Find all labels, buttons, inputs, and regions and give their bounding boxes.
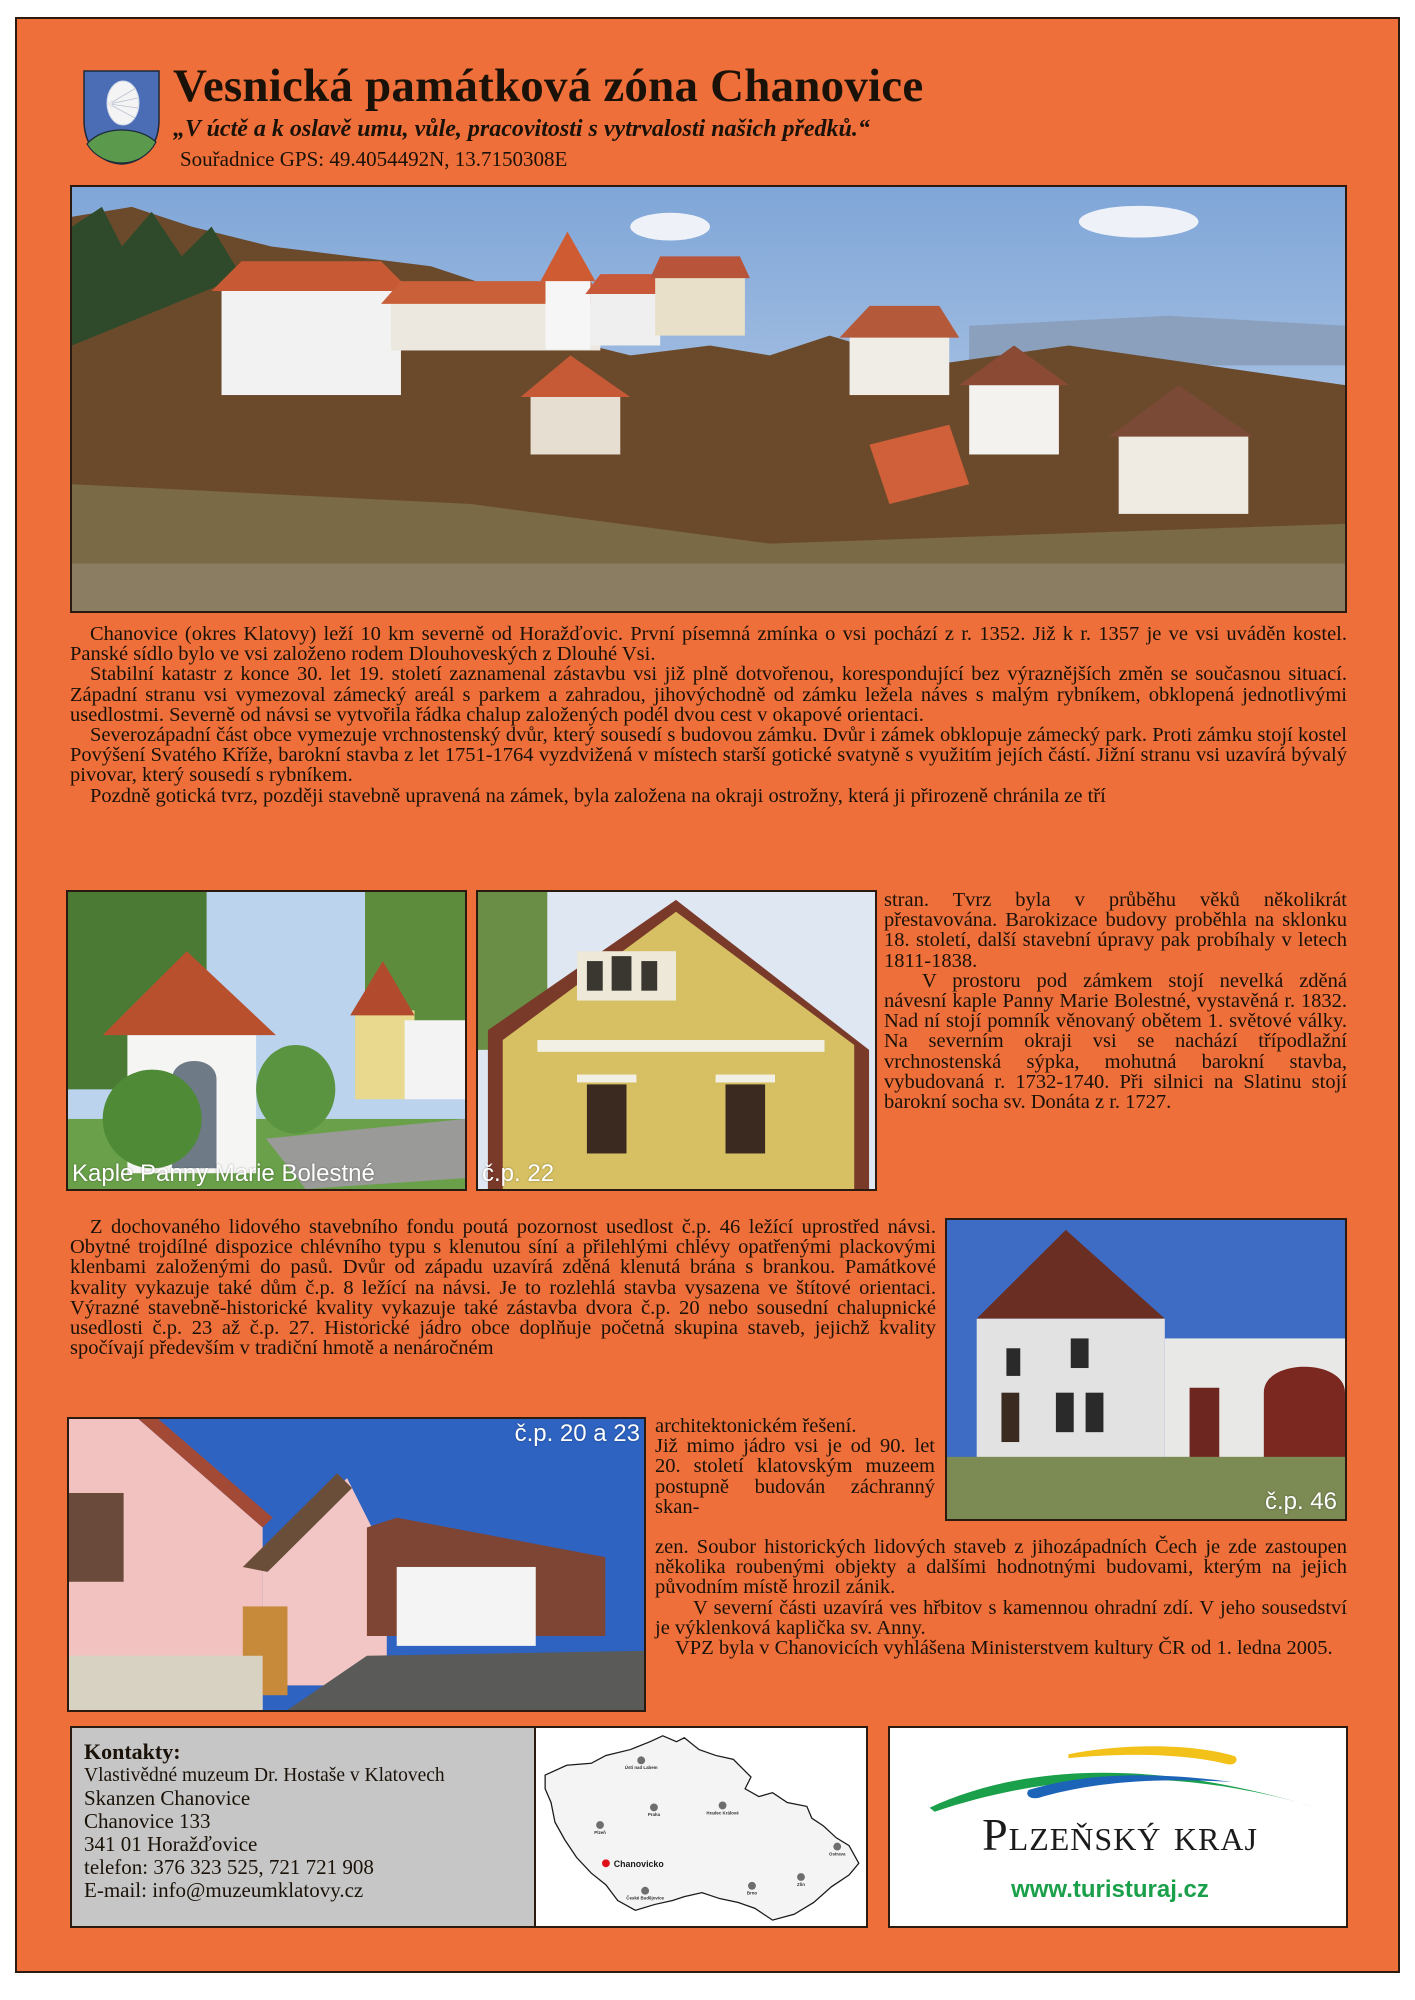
logo-region-name: Plzeňský kraj <box>982 1809 1258 1860</box>
contacts-phone: telefon: 376 323 525, 721 721 908 <box>84 1855 374 1879</box>
house-46-caption: č.p. 46 <box>1264 1488 1337 1515</box>
intro-text <box>70 624 1347 806</box>
gps-coordinates: Souřadnice GPS: 49.4054492N, 13.7150308E <box>180 147 568 171</box>
tourism-website-link[interactable]: www.turisturaj.cz <box>1011 1876 1209 1903</box>
contacts-box <box>70 1726 536 1928</box>
architecture-end-text <box>655 1416 935 1517</box>
house-20-23-photo <box>67 1417 646 1712</box>
svg-text:Zlín: Zlín <box>797 1881 805 1887</box>
paragraph-cemetery: V severní části uzavírá ves hřbitov s kamennou ohradní zdí. V jeho sousedství je výklenková kaplička sv. Anny. <box>655 1596 1347 1639</box>
svg-text:České Budějovice: České Budějovice <box>626 1895 664 1901</box>
contacts-address-2: 341 01 Horažďovice <box>84 1832 258 1856</box>
paragraph-declaration: VPZ byla v Chanovicích vyhlášena Ministerstvem kultury ČR od 1. ledna 2005. <box>675 1637 1333 1660</box>
svg-text:Ostrava: Ostrava <box>829 1851 846 1857</box>
fortress-text <box>884 890 1347 1112</box>
czech-map <box>534 1726 868 1928</box>
paragraph-cadastre: Stabilní katastr z konce 30. let 19. století zaznamenal zástavbu vsi již plně dotvořenou, korespondující bez výraznějších změn se současnou situací. Západní stranu vsi vymezoval zámecký areál s parkem a zahradou, jihovýchodně od zámku ležela náves s malým rybníkem, obklopená jednotlivými usedlostmi. Severně od návsi se vytvořila řádka chalup založených podél dvou cest v okapové orientaci. <box>70 663 1347 726</box>
paragraph-chapel: V prostoru pod zámkem stojí nevelká zděná návesní kaple Panny Marie Bolestné, vystavěná r. 1832. Nad ní stojí pomník věnovaný obětem 1. světové války. Na severním okraji vsi se nachází třípodlažní vrchnostenská sýpka, mohutná barokní stavba, vybudovaná r. 1732-1740. Při silnici na Slatinu stojí barokní socha sv. Donáta z r. 1727. <box>884 969 1347 1114</box>
location-marker-icon <box>602 1859 610 1867</box>
plzensky-kraj-logo <box>888 1726 1348 1928</box>
coat-of-arms-icon <box>83 70 160 165</box>
svg-text:Brno: Brno <box>746 1890 758 1896</box>
contacts-email[interactable]: E-mail: info@muzeumklatovy.cz <box>84 1878 364 1902</box>
czech-map-outline-icon <box>536 1728 866 1926</box>
svg-text:Praha: Praha <box>647 1812 661 1818</box>
chapel-photo <box>66 890 467 1191</box>
house-20-23-caption: č.p. 20 a 23 <box>514 1420 640 1447</box>
svg-text:Ústí nad Labem: Ústí nad Labem <box>624 1765 658 1771</box>
contacts-heading: Kontakty: <box>84 1739 181 1764</box>
paragraph-fortress-rest: stran. Tvrz byla v průběhu věků několikrát přestavována. Barokizace budovy proběhla na sklonku 18. století, další stavební úpravy pak probíhaly v letech 1811-1838. <box>884 889 1347 972</box>
contacts-org: Vlastivědné muzeum Dr. Hostaše v Klatovech <box>84 1765 445 1786</box>
svg-text:Chanovicko: Chanovicko <box>613 1859 664 1870</box>
house-46-photo <box>945 1218 1347 1521</box>
page-title: Vesnická památková zóna Chanovice <box>173 60 924 112</box>
paragraph-architecture-end: architektonickém řešení. <box>655 1415 857 1437</box>
house-22-photo <box>476 890 877 1191</box>
svg-text:Plzeň: Plzeň <box>594 1829 606 1835</box>
paragraph-folk-architecture: Z dochovaného lidového stavebního fondu poutá pozornost usedlost č.p. 46 ležící uprostřed návsi. Obytné trojdílné dispozice chlévního typu s klenutou síní a přilehlými chlévy opatřenými plackovými klenbami založenými do pasů. Dvůr od západu uzavírá zděná klenutá brána s brankou. Památkové kvality vykazuje také dům č.p. 8 ležící na návsi. Je to rozlehlá stavba vysazena ve štítové orientaci. Výrazné stavebně-historické kvality vykazuje také zástavba dvora č.p. 20 nebo sousední chalupnické usedlosti č.p. 23 až č.p. 27. Historické jádro obce doplňuje početná skupina staveb, jejichž kvality spočívají především v tradiční hmotě a nenáročném <box>70 1216 936 1360</box>
folk-architecture-text <box>70 1217 936 1358</box>
paragraph-skanzen-narrow: Již mimo jádro vsi je od 90. let 20. století klatovským muzeem postupně budován záchranný skan- <box>655 1435 935 1518</box>
panorama-photo <box>70 185 1347 613</box>
contacts-site: Skanzen Chanovice <box>84 1786 251 1810</box>
paragraph-fortress-lead: Pozdně gotická tvrz, později stavebně upravená na zámek, byla založena na okraji ostrožny, která ji přirozeně chránila ze tří <box>90 784 1106 807</box>
svg-text:Hradec Králové: Hradec Králové <box>706 1810 739 1816</box>
chapel-caption: Kaple Panny Marie Bolestné <box>72 1160 375 1187</box>
logo-swoosh-icon <box>890 1738 1346 1818</box>
contacts-address-1: Chanovice 133 <box>84 1809 211 1833</box>
skanzen-text <box>655 1537 1347 1658</box>
paragraph-history: Chanovice (okres Klatovy) leží 10 km severně od Horažďovic. První písemná zmínka o vsi pochází z r. 1352. Již k r. 1357 je ve vsi uváděn kostel. Panské sídlo bylo ve vsi založeno rodem Dlouhoveských z Dlouhé Vsi. <box>70 623 1347 666</box>
house-22-caption: č.p. 22 <box>482 1160 555 1187</box>
motto: „V úctě a k oslavě umu, vůle, pracovitosti s vytrvalosti našich předků.“ <box>173 116 870 142</box>
paragraph-skanzen-wide: zen. Soubor historických lidových staveb z jihozápadních Čech je zde zastoupen několika roubenými objekty a dalšími hodnotnými budovami, kterým na jejich původním místě hrozil zánik. <box>655 1536 1347 1599</box>
paragraph-northwest: Severozápadní část obce vymezuje vrchnostenský dvůr, který sousedí s budovou zámku. Dvůr i zámek obklopuje zámecký park. Proti zámku stojí kostel Povýšení Svatého Kříže, barokní stavba z let 1751-1764 vyzdvižená v místech starší gotické svatyně s využitím jejích částí. Jižní stranu vsi uzavírá bývalý pivovar, který sousedí s rybníkem. <box>70 724 1347 787</box>
